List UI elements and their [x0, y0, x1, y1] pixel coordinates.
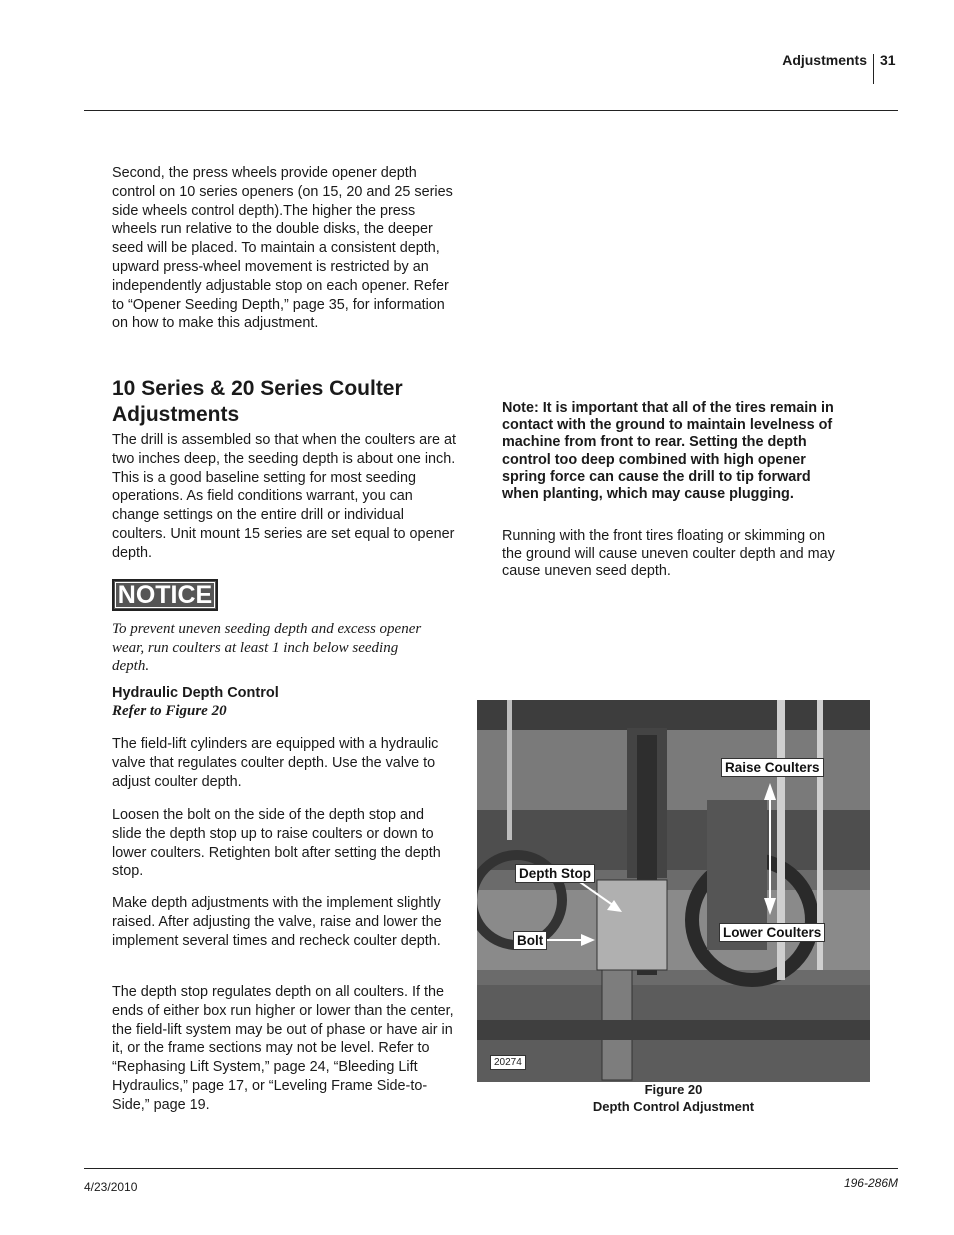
hydraulic-paragraph-1: The field-lift cylinders are equipped with a hydraulic valve that regulates coulter depth. Use the valve to adjust coulter depth.	[112, 736, 439, 790]
hydraulic-paragraph-2: Loosen the bolt on the side of the depth stop and slide the depth stop up to raise coulters or down to lower coulters. Retighten bolt after setting the depth stop.	[112, 807, 441, 880]
label-raise-coulters: Raise Coulters	[721, 758, 824, 777]
figure-caption-title: Depth Control Adjustment	[592, 1099, 755, 1114]
footer-rule	[84, 1168, 898, 1169]
footer-date: 4/23/2010	[84, 1180, 138, 1194]
notice-text: To prevent uneven seeding depth and excess opener wear, run coulters at least 1 inch below seeding depth.	[112, 621, 422, 674]
footer-doc-number: 196-286M	[843, 1176, 898, 1190]
running-header-section: Adjustments	[782, 52, 867, 68]
label-bolt: Bolt	[513, 931, 547, 950]
note-paragraph: Running with the front tires floating or skimming on the ground will cause uneven coulter depth and may cause uneven seed depth.	[502, 528, 835, 579]
section-heading: 10 Series & 20 Series Coulter Adjustments	[112, 377, 403, 426]
subsection-heading: Hydraulic Depth Control	[112, 685, 279, 701]
figure-caption-number: Figure 20	[644, 1082, 703, 1097]
figure-reference: Refer to Figure 20	[112, 703, 227, 719]
label-depth-stop: Depth Stop	[515, 864, 595, 883]
notice-badge: NOTICE	[112, 579, 218, 611]
hydraulic-paragraph-4: The depth stop regulates depth on all coulters. If the ends of either box run higher or lower than the center, the field-lift system may be out of phase or have air in it, or the frame sections may not be level. Refer to “Rephasing Lift System,” page 24, “Bleeding Lift Hydraulics,” page 17, or “Leveling Frame Side-to-Side,” page 19.	[112, 984, 454, 1113]
header-divider	[873, 54, 874, 84]
note-bold: Note: It is important that all of the tires remain in contact with the ground to maintain levelness of machine from front to rear. Setting the depth control too deep combined with high opener spring force can cause the drill to tip forward when planting, which may cause plugging.	[502, 400, 834, 503]
intro-paragraph: Second, the press wheels provide opener depth control on 10 series openers (on 15, 20 and 25 series side wheels control depth).The higher the press wheels run relative to the double disks, the deeper seed will be placed. To maintain a consistent depth, upward press-wheel movement is restricted by an independently adjustable stop on each opener. Refer to “Opener Seeding Depth,” page 35, for information on how to make this adjustment.	[112, 165, 453, 332]
header-rule	[84, 110, 898, 111]
figure-photo	[477, 700, 870, 1082]
page-number: 31	[880, 52, 896, 68]
section-paragraph: The drill is assembled so that when the coulters are at two inches deep, the seeding depth is about one inch. This is a good baseline setting for most seeding operations. As field conditions warrant, you can change settings on the entire drill or individual coulters. Unit mount 15 series are set equal to opener depth.	[112, 432, 456, 561]
photo-id: 20274	[490, 1055, 526, 1070]
label-lower-coulters: Lower Coulters	[719, 923, 825, 942]
hydraulic-paragraph-3: Make depth adjustments with the implement slightly raised. After adjusting the valve, raise and lower the implement several times and recheck coulter depth.	[112, 895, 442, 949]
